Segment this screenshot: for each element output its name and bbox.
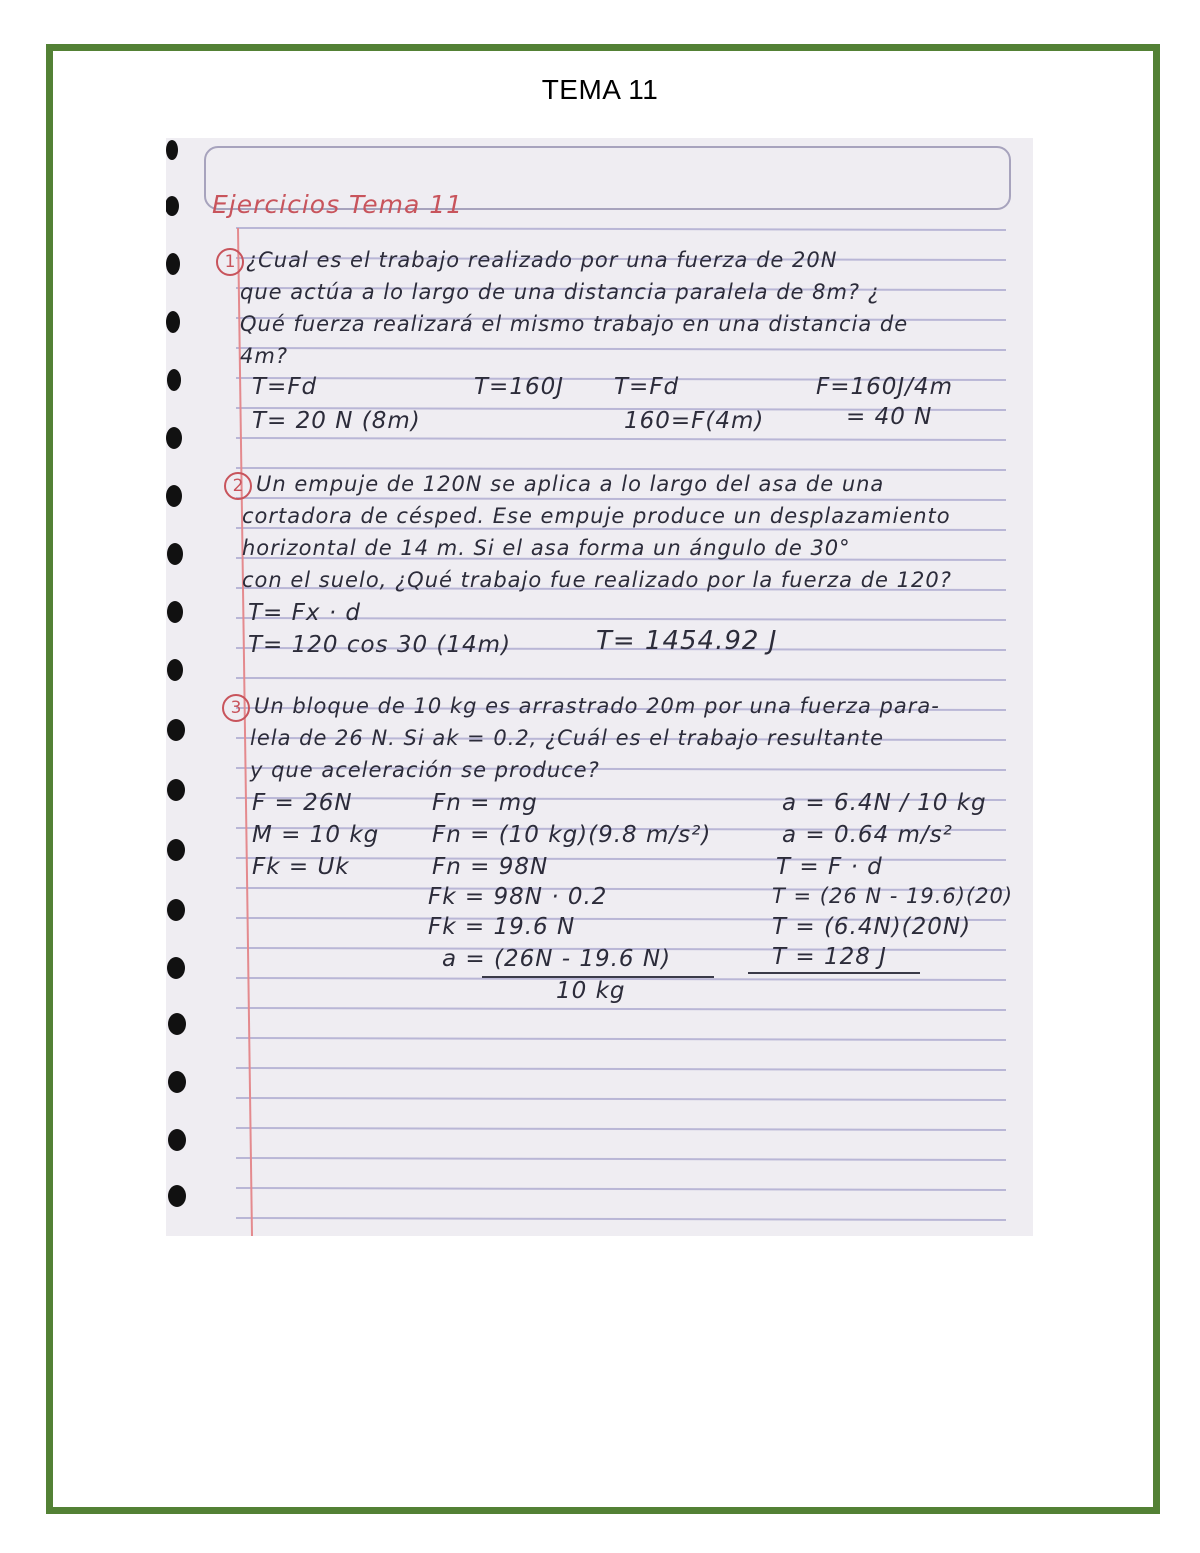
problem-3-work-formula: T = (26 N - 19.6)(20) (772, 884, 1014, 908)
problem-3-accel-denominator: 10 kg (556, 978, 626, 1004)
problem-2-line-2: cortadora de césped. Ese empuje produce un desplazamiento (242, 504, 951, 528)
page-title: TEMA 11 (541, 74, 659, 105)
problem-3-normal-force: Fn = 98N (432, 854, 549, 880)
problem-3-accel: a = 0.64 m/s² (782, 822, 953, 848)
problem-3-line-2: lela de 26 N. Si ak = 0.2, ¿Cuál es el trabajo resultante (250, 726, 885, 750)
problem-1-work: T= 20 N (8m) (252, 408, 421, 434)
problem-1-work: T=Fd (614, 374, 680, 400)
problem-1-work: = 40 N (846, 404, 933, 430)
problem-3-accel-numerator: a = (26N - 19.6 N) (442, 946, 672, 972)
problem-3-line-1: Un bloque de 10 kg es arrastrado 20m por una fuerza para- (254, 694, 940, 718)
notebook-heading: Ejercicios Tema 11 (212, 190, 464, 219)
problem-2-result: T= 1454.92 J (596, 626, 778, 656)
problem-3-accel: a = 6.4N / 10 kg (782, 790, 987, 816)
spiral-holes (166, 140, 186, 1207)
problem-1-work: F=160J/4m (816, 374, 953, 400)
problem-3-friction: Fk = 19.6 N (428, 914, 576, 940)
problem-1-work: 160=F(4m) (624, 408, 765, 434)
problem-3-given: F = 26N (252, 790, 353, 816)
problem-3-work-formula: T = F · d (776, 854, 883, 880)
problem-3-given: Fk = Uk (252, 854, 350, 880)
problem-1-line-2: que actúa a lo largo de una distancia paralela de 8m? ¿ (240, 280, 880, 304)
problem-2-line-3: horizontal de 14 m. Si el asa forma un ángulo de 30° (242, 536, 851, 560)
problem-3-given: M = 10 kg (252, 822, 380, 848)
problem-3-friction: Fk = 98N · 0.2 (428, 884, 608, 910)
problem-2-line-4: con el suelo, ¿Qué trabajo fue realizado por la fuerza de 120? (242, 568, 952, 592)
problem-3-number: 3 (222, 694, 250, 722)
problem-1-work: T=Fd (252, 374, 318, 400)
problem-1-line-4: 4m? (240, 344, 288, 368)
problem-1-line-1: ¿Cual es el trabajo realizado por una fuerza de 20N (246, 248, 838, 272)
problem-1-number: 1 (216, 248, 244, 276)
problem-2-line-1: Un empuje de 120N se aplica a lo largo del asa de una (256, 472, 885, 496)
problem-2-work: T= Fx · d (248, 600, 362, 626)
problem-3-work-formula: T = (6.4N)(20N) (772, 914, 972, 940)
result-underline (748, 972, 920, 974)
problem-3-line-3: y que aceleración se produce? (250, 758, 600, 782)
problem-1-line-3: Qué fuerza realizará el mismo trabajo en una distancia de (240, 312, 909, 336)
problem-3-normal-force: Fn = (10 kg)(9.8 m/s²) (432, 822, 712, 848)
problem-1-work: T=160J (474, 374, 565, 400)
problem-2-work: T= 120 cos 30 (14m) (248, 632, 512, 658)
problem-3-result: T = 128 J (772, 944, 887, 970)
problem-2-number: 2 (224, 472, 252, 500)
problem-3-normal-force: Fn = mg (432, 790, 538, 816)
notebook-photo (166, 138, 1033, 1236)
